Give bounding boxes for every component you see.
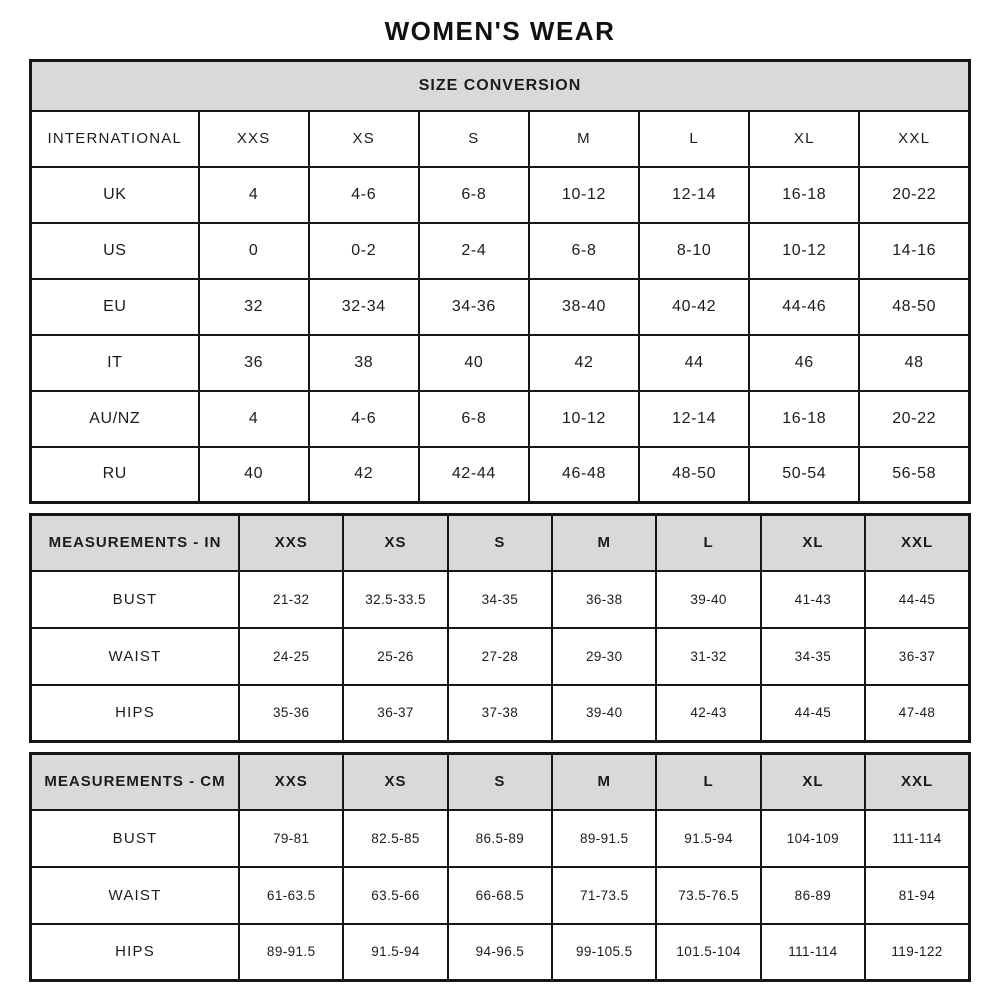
value-cell: 16-18: [749, 391, 859, 447]
value-cell: 42: [309, 447, 419, 503]
size-header: L: [656, 515, 760, 571]
value-cell: 0: [199, 223, 309, 279]
size-header: XXS: [199, 111, 309, 167]
value-cell: 20-22: [859, 167, 969, 223]
value-cell: 42-44: [419, 447, 529, 503]
row-label: BUST: [31, 571, 240, 628]
table-row: [31, 685, 970, 742]
value-cell: 81-94: [865, 867, 969, 924]
value-cell: 39-40: [656, 571, 760, 628]
value-cell: 37-38: [448, 685, 552, 742]
value-cell: 8-10: [639, 223, 749, 279]
value-cell: 91.5-94: [343, 924, 447, 981]
value-cell: 41-43: [761, 571, 865, 628]
value-cell: 79-81: [239, 810, 343, 867]
row-label: HIPS: [31, 685, 240, 742]
value-cell: 12-14: [639, 391, 749, 447]
value-cell: 38-40: [529, 279, 639, 335]
value-cell: 4: [199, 167, 309, 223]
table-row: [31, 867, 970, 924]
header-row: [31, 754, 970, 810]
value-cell: 36-37: [343, 685, 447, 742]
value-cell: 86-89: [761, 867, 865, 924]
value-cell: 56-58: [859, 447, 969, 503]
page-title: WOMEN'S WEAR: [384, 16, 616, 46]
table-row: [31, 447, 970, 503]
table-row: [31, 628, 970, 685]
header-label: MEASUREMENTS - IN: [31, 515, 240, 571]
value-cell: 82.5-85: [343, 810, 447, 867]
value-cell: 38: [309, 335, 419, 391]
value-cell: 40-42: [639, 279, 749, 335]
row-label: BUST: [31, 810, 240, 867]
value-cell: 6-8: [419, 167, 529, 223]
value-cell: 2-4: [419, 223, 529, 279]
row-label: UK: [31, 167, 199, 223]
value-cell: 104-109: [761, 810, 865, 867]
row-label: WAIST: [31, 867, 240, 924]
value-cell: 0-2: [309, 223, 419, 279]
value-cell: 50-54: [749, 447, 859, 503]
value-cell: 27-28: [448, 628, 552, 685]
value-cell: 29-30: [552, 628, 656, 685]
size-header: XL: [761, 754, 865, 810]
size-header: XL: [761, 515, 865, 571]
table-row: [31, 391, 970, 447]
value-cell: 47-48: [865, 685, 969, 742]
value-cell: 34-35: [761, 628, 865, 685]
value-cell: 44-45: [761, 685, 865, 742]
value-cell: 16-18: [749, 167, 859, 223]
value-cell: 48-50: [859, 279, 969, 335]
size-header: L: [656, 754, 760, 810]
size-header: XL: [749, 111, 859, 167]
value-cell: 12-14: [639, 167, 749, 223]
header-row: [31, 111, 970, 167]
size-header: XS: [343, 754, 447, 810]
value-cell: 91.5-94: [656, 810, 760, 867]
table-row: [31, 167, 970, 223]
size-header: S: [448, 754, 552, 810]
row-label: IT: [31, 335, 199, 391]
size-header: M: [529, 111, 639, 167]
value-cell: 39-40: [552, 685, 656, 742]
value-cell: 10-12: [529, 167, 639, 223]
value-cell: 86.5-89: [448, 810, 552, 867]
value-cell: 42-43: [656, 685, 760, 742]
value-cell: 99-105.5: [552, 924, 656, 981]
size-header: S: [448, 515, 552, 571]
value-cell: 94-96.5: [448, 924, 552, 981]
value-cell: 36-37: [865, 628, 969, 685]
value-cell: 44: [639, 335, 749, 391]
size-header: XXS: [239, 515, 343, 571]
value-cell: 32-34: [309, 279, 419, 335]
value-cell: 66-68.5: [448, 867, 552, 924]
row-label: RU: [31, 447, 199, 503]
value-cell: 36-38: [552, 571, 656, 628]
value-cell: 46-48: [529, 447, 639, 503]
value-cell: 31-32: [656, 628, 760, 685]
value-cell: 6-8: [529, 223, 639, 279]
header-label: INTERNATIONAL: [31, 111, 199, 167]
value-cell: 63.5-66: [343, 867, 447, 924]
value-cell: 20-22: [859, 391, 969, 447]
value-cell: 4-6: [309, 391, 419, 447]
table-row: [31, 810, 970, 867]
value-cell: 40: [419, 335, 529, 391]
table-row: [31, 924, 970, 981]
value-cell: 21-32: [239, 571, 343, 628]
value-cell: 32: [199, 279, 309, 335]
value-cell: 119-122: [865, 924, 969, 981]
value-cell: 34-36: [419, 279, 529, 335]
size-header: XXL: [865, 754, 969, 810]
value-cell: 24-25: [239, 628, 343, 685]
measurements-in-table: [29, 513, 971, 743]
value-cell: 35-36: [239, 685, 343, 742]
measurements-cm-table: [29, 752, 971, 982]
value-cell: 32.5-33.5: [343, 571, 447, 628]
banner-row: [31, 61, 970, 111]
value-cell: 61-63.5: [239, 867, 343, 924]
row-label: WAIST: [31, 628, 240, 685]
row-label: HIPS: [31, 924, 240, 981]
header-label: MEASUREMENTS - CM: [31, 754, 240, 810]
size-conversion-table: [29, 59, 971, 504]
value-cell: 44-46: [749, 279, 859, 335]
value-cell: 42: [529, 335, 639, 391]
value-cell: 4-6: [309, 167, 419, 223]
value-cell: 89-91.5: [552, 810, 656, 867]
value-cell: 10-12: [529, 391, 639, 447]
table-banner-title: SIZE CONVERSION: [31, 61, 970, 111]
size-header: XS: [309, 111, 419, 167]
value-cell: 6-8: [419, 391, 529, 447]
value-cell: 111-114: [865, 810, 969, 867]
value-cell: 46: [749, 335, 859, 391]
value-cell: 111-114: [761, 924, 865, 981]
value-cell: 36: [199, 335, 309, 391]
value-cell: 10-12: [749, 223, 859, 279]
value-cell: 25-26: [343, 628, 447, 685]
header-row: [31, 515, 970, 571]
value-cell: 101.5-104: [656, 924, 760, 981]
row-label: US: [31, 223, 199, 279]
table-row: [31, 335, 970, 391]
size-header: L: [639, 111, 749, 167]
size-header: S: [419, 111, 529, 167]
table-row: [31, 223, 970, 279]
row-label: EU: [31, 279, 199, 335]
size-header: XXS: [239, 754, 343, 810]
size-header: M: [552, 515, 656, 571]
value-cell: 14-16: [859, 223, 969, 279]
value-cell: 48-50: [639, 447, 749, 503]
value-cell: 4: [199, 391, 309, 447]
value-cell: 44-45: [865, 571, 969, 628]
value-cell: 89-91.5: [239, 924, 343, 981]
value-cell: 71-73.5: [552, 867, 656, 924]
size-header: XS: [343, 515, 447, 571]
size-header: XXL: [865, 515, 969, 571]
size-header: XXL: [859, 111, 969, 167]
value-cell: 40: [199, 447, 309, 503]
value-cell: 73.5-76.5: [656, 867, 760, 924]
size-header: M: [552, 754, 656, 810]
value-cell: 34-35: [448, 571, 552, 628]
row-label: AU/NZ: [31, 391, 199, 447]
table-row: [31, 571, 970, 628]
table-row: [31, 279, 970, 335]
value-cell: 48: [859, 335, 969, 391]
